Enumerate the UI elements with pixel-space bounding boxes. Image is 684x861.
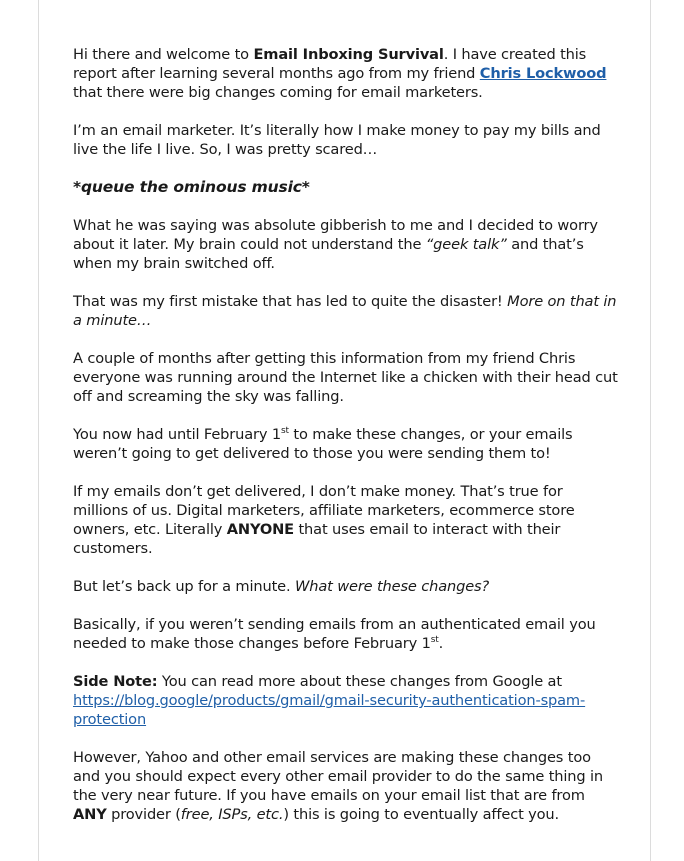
more-on-that-italic: More on that in a minute… [73, 293, 617, 329]
paragraph-gibberish [73, 216, 618, 273]
authenticated-text-2: . [438, 635, 444, 652]
ominous-music-heading: *queue the ominous music* [73, 178, 310, 196]
gibberish-text-2: and that’s when my brain switched off. [73, 236, 584, 272]
changes-question: What were these changes? [294, 578, 490, 595]
paragraph-authenticated [73, 615, 618, 653]
mistake-text: That was my first mistake that has led to quite the disaster! [73, 293, 508, 310]
intro-paragraph [73, 45, 618, 102]
side-note-label: Side Note: [73, 673, 158, 690]
yahoo-text-3: ) this is going to eventually affect you. [283, 806, 559, 823]
money-text: If my emails don’t get delivered, I don’t make money. That’s true for millions of us. Digital marketers, affiliate marketers, ecommerce store owners, etc. Literally [73, 483, 575, 538]
geek-talk-quote: “geek talk” [425, 236, 507, 253]
friend-link[interactable]: Chris Lockwood [479, 65, 607, 82]
back-up-text: But let’s back up for a minute. [73, 578, 295, 595]
left-margin-rule [38, 0, 39, 861]
authenticated-text: Basically, if you weren’t sending emails from an authenticated email you needed to make those changes before February 1 [73, 616, 596, 652]
paragraph-deadline [73, 425, 618, 463]
providers-italic: free, ISPs, etc. [180, 806, 284, 823]
paragraph-yahoo [73, 748, 618, 824]
deadline-text: You now had until February 1 [73, 426, 281, 443]
yahoo-text-2: provider ( [106, 806, 181, 823]
paragraph-couple-months: A couple of months after getting this information from my friend Chris everyone was running around the Internet like a chicken with their head cut off and screaming the sky was falling. [73, 350, 618, 405]
anyone-bold: ANYONE [226, 521, 294, 538]
intro-text: Hi there and welcome to [73, 46, 254, 63]
yahoo-text: However, Yahoo and other email services are making these changes too and you should expect every other email provider to do the same thing in the very near future. If you have emails on your email list that are from [73, 749, 604, 804]
paragraph-marketer: I’m an email marketer. It’s literally how I make money to pay my bills and live the life I live. So, I was pretty scared… [73, 122, 601, 158]
ordinal-suffix: st [281, 426, 289, 437]
document-body [73, 45, 618, 843]
intro-text-2: . I have created this report after learning several months ago from my friend [73, 46, 587, 82]
google-blog-link[interactable]: https://blog.google/products/gmail/gmail-security-authentication-spam-protection [73, 692, 586, 728]
intro-text-3: that there were big changes coming for email marketers. [73, 84, 483, 101]
paragraph-back-up [73, 577, 618, 596]
report-title: Email Inboxing Survival [253, 46, 444, 63]
deadline-text-2: to make these changes, or your emails weren’t going to get delivered to those you were sending them to! [73, 426, 573, 462]
side-note-text: You can read more about these changes from Google at [157, 673, 562, 690]
money-text-2: that uses email to interact with their customers. [73, 521, 561, 557]
right-margin-rule [650, 0, 651, 861]
paragraph-mistake [73, 292, 618, 330]
gibberish-text: What he was saying was absolute gibberish to me and I decided to worry about it later. My brain could not understand the [73, 217, 598, 253]
paragraph-money [73, 482, 618, 558]
any-bold: ANY [73, 806, 107, 823]
ordinal-suffix-2: st [430, 635, 439, 646]
paragraph-side-note [73, 672, 618, 729]
